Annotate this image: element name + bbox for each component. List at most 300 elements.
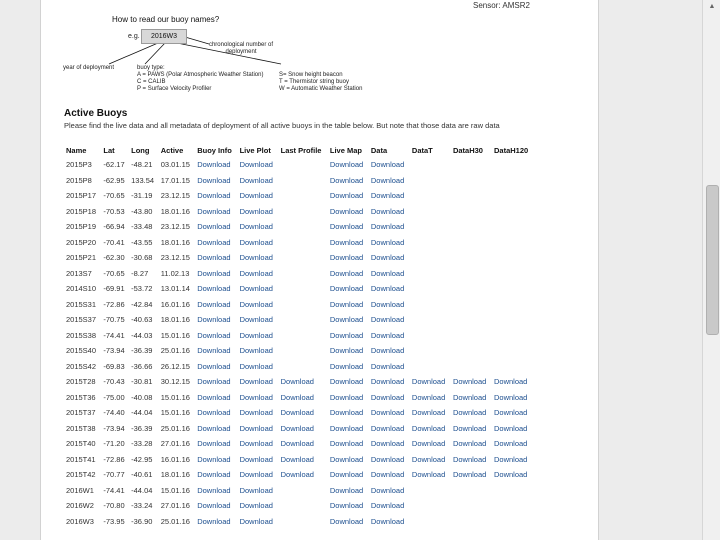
cell-name: 2015T42 bbox=[66, 470, 96, 480]
diagram-example-name: 2016W3 bbox=[141, 29, 187, 44]
data-download-link[interactable]: Download bbox=[370, 299, 405, 309]
buoy-info-download-link[interactable]: Download bbox=[197, 470, 231, 480]
cell-lat: -72.86 bbox=[103, 299, 125, 309]
table-row bbox=[64, 390, 534, 406]
cell-long: -42.95 bbox=[131, 454, 153, 464]
cell-name: 2015P18 bbox=[66, 206, 97, 216]
live-plot-download-link[interactable]: Download bbox=[239, 377, 273, 387]
cell-long: -40.61 bbox=[131, 470, 153, 480]
table-row bbox=[64, 467, 534, 483]
last-profile-download-link bbox=[279, 312, 328, 328]
data-h30-download-link[interactable]: Download bbox=[452, 470, 487, 480]
cell-lat: -70.41 bbox=[103, 237, 125, 247]
live-plot-download-link[interactable]: Download bbox=[239, 454, 273, 464]
last-profile-download-link[interactable]: Download bbox=[280, 423, 314, 433]
buoy-info-download-link[interactable]: Download bbox=[197, 175, 231, 185]
col-header-data-t: DataT bbox=[411, 145, 433, 155]
data-t-download-link[interactable]: Download bbox=[411, 423, 446, 433]
last-profile-download-link bbox=[279, 157, 328, 173]
data-h30-download-link bbox=[451, 312, 492, 328]
last-profile-download-link bbox=[279, 235, 328, 251]
diagram-type-a: A = PAWS (Polar Atmospheric Weather Station) bbox=[137, 72, 264, 78]
cell-active: 17.01.15 bbox=[160, 175, 190, 185]
data-h120-download-link bbox=[492, 483, 534, 499]
last-profile-download-link bbox=[279, 498, 328, 514]
diagram-type-t: T = Thermistor string buoy bbox=[279, 79, 349, 85]
data-h30-download-link bbox=[451, 297, 492, 313]
data-h120-download-link bbox=[492, 173, 534, 189]
table-row bbox=[64, 235, 534, 251]
data-t-download-link bbox=[410, 343, 451, 359]
live-map-download-link[interactable]: Download bbox=[329, 392, 364, 402]
table-row bbox=[64, 343, 534, 359]
data-t-download-link bbox=[410, 266, 451, 282]
live-map-download-link[interactable]: Download bbox=[329, 501, 364, 511]
cell-long: -42.84 bbox=[131, 299, 153, 309]
cell-long: -43.55 bbox=[131, 237, 153, 247]
live-map-download-link[interactable]: Download bbox=[329, 284, 364, 294]
data-h30-download-link[interactable]: Download bbox=[452, 408, 487, 418]
cell-lat: -73.94 bbox=[103, 423, 125, 433]
data-h30-download-link bbox=[451, 157, 492, 173]
live-plot-download-link[interactable]: Download bbox=[239, 206, 273, 216]
cell-lat: -62.17 bbox=[103, 160, 125, 170]
live-map-download-link[interactable]: Download bbox=[329, 175, 364, 185]
data-download-link[interactable]: Download bbox=[370, 501, 405, 511]
data-download-link[interactable]: Download bbox=[370, 175, 405, 185]
cell-active: 25.01.16 bbox=[160, 423, 190, 433]
cell-active: 16.01.16 bbox=[160, 454, 190, 464]
data-h120-download-link[interactable]: Download bbox=[493, 470, 528, 480]
diagram-type-c: C = CALIB bbox=[137, 79, 166, 85]
live-plot-download-link[interactable]: Download bbox=[239, 315, 273, 325]
data-t-download-link bbox=[410, 219, 451, 235]
data-download-link[interactable]: Download bbox=[370, 206, 405, 216]
col-header-live-plot: Live Plot bbox=[239, 145, 271, 155]
buoy-info-download-link[interactable]: Download bbox=[197, 439, 231, 449]
active-buoys-table bbox=[64, 143, 534, 529]
data-h30-download-link bbox=[451, 343, 492, 359]
live-map-download-link[interactable]: Download bbox=[329, 222, 364, 232]
data-h30-download-link bbox=[451, 359, 492, 375]
table-row bbox=[64, 157, 534, 173]
cell-lat: -69.83 bbox=[103, 361, 125, 371]
data-t-download-link bbox=[410, 204, 451, 220]
data-download-link[interactable]: Download bbox=[370, 516, 405, 526]
data-download-link[interactable]: Download bbox=[370, 253, 405, 263]
data-h120-download-link bbox=[492, 297, 534, 313]
data-t-download-link bbox=[410, 297, 451, 313]
data-download-link[interactable]: Download bbox=[370, 237, 405, 247]
data-h120-download-link[interactable]: Download bbox=[493, 377, 528, 387]
live-map-download-link[interactable]: Download bbox=[329, 516, 364, 526]
cell-lat: -70.77 bbox=[103, 470, 125, 480]
data-download-link[interactable]: Download bbox=[370, 408, 405, 418]
data-h30-download-link bbox=[451, 266, 492, 282]
live-map-download-link[interactable]: Download bbox=[329, 454, 364, 464]
data-t-download-link bbox=[410, 498, 451, 514]
data-download-link[interactable]: Download bbox=[370, 160, 405, 170]
cell-name: 2016W2 bbox=[66, 501, 94, 511]
live-plot-download-link[interactable]: Download bbox=[239, 361, 273, 371]
cell-lat: -74.40 bbox=[103, 408, 125, 418]
data-download-link[interactable]: Download bbox=[370, 284, 405, 294]
col-header-name: Name bbox=[66, 145, 87, 155]
cell-long: -36.90 bbox=[131, 516, 153, 526]
table-row bbox=[64, 328, 534, 344]
cell-long: -44.04 bbox=[131, 485, 153, 495]
data-h30-download-link bbox=[451, 250, 492, 266]
table-row bbox=[64, 436, 534, 452]
data-h120-download-link bbox=[492, 266, 534, 282]
data-download-link[interactable]: Download bbox=[370, 377, 405, 387]
live-plot-download-link[interactable]: Download bbox=[239, 346, 273, 356]
data-t-download-link bbox=[410, 173, 451, 189]
cell-long: -33.28 bbox=[131, 439, 153, 449]
col-header-data-h30: DataH30 bbox=[452, 145, 483, 155]
data-t-download-link bbox=[410, 188, 451, 204]
live-map-download-link[interactable]: Download bbox=[329, 315, 364, 325]
col-header-live-map: Live Map bbox=[329, 145, 362, 155]
cell-name: 2015T40 bbox=[66, 439, 96, 449]
cell-active: 11.02.13 bbox=[160, 268, 190, 278]
cell-active: 25.01.16 bbox=[160, 346, 190, 356]
cell-lat: -66.94 bbox=[103, 222, 125, 232]
data-h30-download-link[interactable]: Download bbox=[452, 377, 487, 387]
table-body bbox=[64, 157, 534, 529]
data-h120-download-link bbox=[492, 204, 534, 220]
live-map-download-link[interactable]: Download bbox=[329, 423, 364, 433]
buoy-info-download-link[interactable]: Download bbox=[197, 237, 231, 247]
cell-active: 30.12.15 bbox=[160, 377, 190, 387]
live-map-download-link[interactable]: Download bbox=[329, 330, 364, 340]
last-profile-download-link bbox=[279, 483, 328, 499]
cell-name: 2015T37 bbox=[66, 408, 96, 418]
col-header-last-profile: Last Profile bbox=[280, 145, 322, 155]
col-header-data: Data bbox=[370, 145, 388, 155]
live-map-download-link[interactable]: Download bbox=[329, 299, 364, 309]
col-header-data-h120: DataH120 bbox=[493, 145, 529, 155]
data-download-link[interactable]: Download bbox=[370, 423, 405, 433]
buoy-info-download-link[interactable]: Download bbox=[197, 501, 231, 511]
data-h120-download-link bbox=[492, 514, 534, 530]
data-download-link[interactable]: Download bbox=[370, 361, 405, 371]
data-t-download-link[interactable]: Download bbox=[411, 377, 446, 387]
buoy-info-download-link[interactable]: Download bbox=[197, 315, 231, 325]
buoy-info-download-link[interactable]: Download bbox=[197, 222, 231, 232]
cell-long: -33.48 bbox=[131, 222, 153, 232]
data-download-link[interactable]: Download bbox=[370, 346, 405, 356]
buoy-info-download-link[interactable]: Download bbox=[197, 346, 231, 356]
last-profile-download-link bbox=[279, 204, 328, 220]
data-download-link[interactable]: Download bbox=[370, 330, 405, 340]
live-plot-download-link[interactable]: Download bbox=[239, 268, 273, 278]
cell-name: 2015S40 bbox=[66, 346, 97, 356]
live-map-download-link[interactable]: Download bbox=[329, 408, 364, 418]
data-h120-download-link bbox=[492, 250, 534, 266]
live-plot-download-link[interactable]: Download bbox=[239, 191, 273, 201]
live-plot-download-link[interactable]: Download bbox=[239, 330, 273, 340]
table-row bbox=[64, 297, 534, 313]
live-plot-download-link[interactable]: Download bbox=[239, 253, 273, 263]
data-h30-download-link[interactable]: Download bbox=[452, 454, 487, 464]
live-plot-download-link[interactable]: Download bbox=[239, 470, 273, 480]
cell-name: 2015P21 bbox=[66, 253, 97, 263]
buoy-info-download-link[interactable]: Download bbox=[197, 408, 231, 418]
data-t-download-link[interactable]: Download bbox=[411, 454, 446, 464]
buoy-info-download-link[interactable]: Download bbox=[197, 392, 231, 402]
table-row bbox=[64, 266, 534, 282]
cell-active: 18.01.16 bbox=[160, 237, 190, 247]
table-row bbox=[64, 281, 534, 297]
last-profile-download-link bbox=[279, 297, 328, 313]
live-plot-download-link[interactable]: Download bbox=[239, 222, 273, 232]
table-row bbox=[64, 312, 534, 328]
table-row bbox=[64, 173, 534, 189]
data-h30-download-link bbox=[451, 219, 492, 235]
cell-lat: -70.43 bbox=[103, 377, 125, 387]
diagram-type-s: S= Snow height beacon bbox=[279, 72, 343, 78]
cell-active: 27.01.16 bbox=[160, 501, 190, 511]
buoy-info-download-link[interactable]: Download bbox=[197, 206, 231, 216]
cell-lat: -74.41 bbox=[103, 485, 125, 495]
buoy-info-download-link[interactable]: Download bbox=[197, 191, 231, 201]
data-h30-download-link bbox=[451, 188, 492, 204]
buoy-info-download-link[interactable]: Download bbox=[197, 377, 231, 387]
live-map-download-link[interactable]: Download bbox=[329, 470, 364, 480]
data-t-download-link bbox=[410, 250, 451, 266]
buoy-info-download-link[interactable]: Download bbox=[197, 253, 231, 263]
cell-active: 18.01.16 bbox=[160, 206, 190, 216]
cell-name: 2016W1 bbox=[66, 485, 94, 495]
live-plot-download-link[interactable]: Download bbox=[239, 160, 273, 170]
live-map-download-link[interactable]: Download bbox=[329, 237, 364, 247]
data-h120-download-link bbox=[492, 328, 534, 344]
cell-long: -8.27 bbox=[131, 268, 149, 278]
buoy-info-download-link[interactable]: Download bbox=[197, 160, 231, 170]
data-download-link[interactable]: Download bbox=[370, 222, 405, 232]
scroll-up-arrow-icon[interactable]: ▲ bbox=[708, 3, 716, 10]
data-h30-download-link bbox=[451, 235, 492, 251]
last-profile-download-link bbox=[279, 219, 328, 235]
last-profile-download-link[interactable]: Download bbox=[280, 392, 314, 402]
live-map-download-link[interactable]: Download bbox=[329, 439, 364, 449]
buoy-info-download-link[interactable]: Download bbox=[197, 268, 231, 278]
live-map-download-link[interactable]: Download bbox=[329, 160, 364, 170]
live-plot-download-link[interactable]: Download bbox=[239, 408, 273, 418]
last-profile-download-link bbox=[279, 281, 328, 297]
data-t-download-link[interactable]: Download bbox=[411, 439, 446, 449]
last-profile-download-link[interactable]: Download bbox=[280, 377, 314, 387]
live-map-download-link[interactable]: Download bbox=[329, 485, 364, 495]
data-download-link[interactable]: Download bbox=[370, 392, 405, 402]
cell-name: 2015P3 bbox=[66, 160, 92, 170]
data-h120-download-link[interactable]: Download bbox=[493, 423, 528, 433]
live-plot-download-link[interactable]: Download bbox=[239, 299, 273, 309]
diagram-eg: e.g. bbox=[128, 33, 140, 40]
cell-lat: -71.20 bbox=[103, 439, 125, 449]
cell-name: 2015T28 bbox=[66, 377, 96, 387]
cell-long: -30.81 bbox=[131, 377, 153, 387]
cell-name: 2014S10 bbox=[66, 284, 97, 294]
data-h120-download-link[interactable]: Download bbox=[493, 439, 528, 449]
col-header-long: Long bbox=[131, 145, 150, 155]
cell-name: 2015S42 bbox=[66, 361, 97, 371]
data-h30-download-link bbox=[451, 281, 492, 297]
cell-long: -48.21 bbox=[131, 160, 153, 170]
live-plot-download-link[interactable]: Download bbox=[239, 439, 273, 449]
cell-active: 25.01.16 bbox=[160, 516, 190, 526]
data-h120-download-link[interactable]: Download bbox=[493, 454, 528, 464]
cell-active: 26.12.15 bbox=[160, 361, 190, 371]
cell-active: 18.01.16 bbox=[160, 470, 190, 480]
last-profile-download-link bbox=[279, 343, 328, 359]
data-h30-download-link bbox=[451, 204, 492, 220]
cell-lat: -69.91 bbox=[103, 284, 125, 294]
table-row bbox=[64, 405, 534, 421]
cell-long: -40.08 bbox=[131, 392, 153, 402]
table-row bbox=[64, 219, 534, 235]
cell-name: 2015P19 bbox=[66, 222, 97, 232]
data-download-link[interactable]: Download bbox=[370, 315, 405, 325]
diagram-year-label: year of deployment bbox=[63, 65, 115, 71]
data-download-link[interactable]: Download bbox=[370, 470, 405, 480]
buoy-info-download-link[interactable]: Download bbox=[197, 330, 231, 340]
col-header-lat: Lat bbox=[103, 145, 115, 155]
live-plot-download-link[interactable]: Download bbox=[239, 392, 273, 402]
vertical-scrollbar[interactable] bbox=[702, 0, 720, 540]
cell-lat: -70.65 bbox=[103, 268, 125, 278]
last-profile-download-link[interactable]: Download bbox=[280, 454, 314, 464]
cell-long: -36.39 bbox=[131, 423, 153, 433]
data-t-download-link bbox=[410, 483, 451, 499]
buoy-info-download-link[interactable]: Download bbox=[197, 454, 231, 464]
data-download-link[interactable]: Download bbox=[370, 454, 405, 464]
cell-name: 2015S38 bbox=[66, 330, 97, 340]
cell-long: -30.68 bbox=[131, 253, 153, 263]
data-download-link[interactable]: Download bbox=[370, 268, 405, 278]
diagram-type-heading: buoy type: bbox=[137, 65, 165, 71]
data-download-link[interactable]: Download bbox=[370, 439, 405, 449]
cell-name: 2015T36 bbox=[66, 392, 96, 402]
cell-name: 2015S37 bbox=[66, 315, 97, 325]
data-t-download-link bbox=[410, 281, 451, 297]
live-map-download-link[interactable]: Download bbox=[329, 346, 364, 356]
data-h120-download-link[interactable]: Download bbox=[493, 392, 528, 402]
data-t-download-link bbox=[410, 157, 451, 173]
data-h30-download-link[interactable]: Download bbox=[452, 392, 487, 402]
data-t-download-link[interactable]: Download bbox=[411, 470, 446, 480]
buoy-info-download-link[interactable]: Download bbox=[197, 299, 231, 309]
data-download-link[interactable]: Download bbox=[370, 485, 405, 495]
data-h120-download-link bbox=[492, 359, 534, 375]
data-h30-download-link bbox=[451, 483, 492, 499]
last-profile-download-link[interactable]: Download bbox=[280, 439, 314, 449]
data-download-link[interactable]: Download bbox=[370, 191, 405, 201]
col-header-buoy-info: Buoy Info bbox=[197, 145, 232, 155]
data-h120-download-link bbox=[492, 343, 534, 359]
section-title: Active Buoys bbox=[64, 108, 128, 119]
cell-active: 23.12.15 bbox=[160, 191, 190, 201]
cell-name: 2015P8 bbox=[66, 175, 92, 185]
cell-name: 2015P20 bbox=[66, 237, 97, 247]
cell-active: 15.01.16 bbox=[160, 330, 190, 340]
scrollbar-thumb[interactable] bbox=[706, 185, 719, 335]
live-plot-download-link[interactable]: Download bbox=[239, 237, 273, 247]
live-plot-download-link[interactable]: Download bbox=[239, 284, 273, 294]
data-t-download-link bbox=[410, 514, 451, 530]
data-t-download-link[interactable]: Download bbox=[411, 408, 446, 418]
live-map-download-link[interactable]: Download bbox=[329, 253, 364, 263]
cell-lat: -70.65 bbox=[103, 191, 125, 201]
cell-active: 27.01.16 bbox=[160, 439, 190, 449]
data-t-download-link[interactable]: Download bbox=[411, 392, 446, 402]
data-t-download-link bbox=[410, 359, 451, 375]
cell-name: 2015T41 bbox=[66, 454, 96, 464]
data-h30-download-link bbox=[451, 328, 492, 344]
live-map-download-link[interactable]: Download bbox=[329, 361, 364, 371]
col-header-active: Active bbox=[160, 145, 184, 155]
cell-lat: -70.80 bbox=[103, 501, 125, 511]
data-h120-download-link[interactable]: Download bbox=[493, 408, 528, 418]
live-plot-download-link[interactable]: Download bbox=[239, 501, 273, 511]
last-profile-download-link bbox=[279, 328, 328, 344]
cell-lat: -75.00 bbox=[103, 392, 125, 402]
data-t-download-link bbox=[410, 328, 451, 344]
table-row bbox=[64, 204, 534, 220]
table-row bbox=[64, 483, 534, 499]
live-map-download-link[interactable]: Download bbox=[329, 268, 364, 278]
live-map-download-link[interactable]: Download bbox=[329, 191, 364, 201]
diagram-type-p: P = Surface Velocity Profiler bbox=[137, 86, 212, 92]
data-t-download-link bbox=[410, 235, 451, 251]
data-h30-download-link[interactable]: Download bbox=[452, 423, 487, 433]
live-plot-download-link[interactable]: Download bbox=[239, 485, 273, 495]
cell-active: 23.12.15 bbox=[160, 222, 190, 232]
buoy-info-download-link[interactable]: Download bbox=[197, 284, 231, 294]
data-h30-download-link[interactable]: Download bbox=[452, 439, 487, 449]
data-h120-download-link bbox=[492, 157, 534, 173]
buoy-info-download-link[interactable]: Download bbox=[197, 423, 231, 433]
cell-lat: -74.41 bbox=[103, 330, 125, 340]
cell-lat: -70.53 bbox=[103, 206, 125, 216]
live-map-download-link[interactable]: Download bbox=[329, 377, 364, 387]
table-row bbox=[64, 421, 534, 437]
live-map-download-link[interactable]: Download bbox=[329, 206, 364, 216]
buoy-info-download-link[interactable]: Download bbox=[197, 485, 231, 495]
last-profile-download-link[interactable]: Download bbox=[280, 408, 314, 418]
live-plot-download-link[interactable]: Download bbox=[239, 175, 273, 185]
buoy-info-download-link[interactable]: Download bbox=[197, 361, 231, 371]
cell-lat: -73.95 bbox=[103, 516, 125, 526]
cell-active: 16.01.16 bbox=[160, 299, 190, 309]
cell-lat: -72.86 bbox=[103, 454, 125, 464]
buoy-info-download-link[interactable]: Download bbox=[197, 516, 231, 526]
data-h120-download-link bbox=[492, 498, 534, 514]
data-h30-download-link bbox=[451, 514, 492, 530]
live-plot-download-link[interactable]: Download bbox=[239, 516, 273, 526]
table-row bbox=[64, 498, 534, 514]
live-plot-download-link[interactable]: Download bbox=[239, 423, 273, 433]
data-h120-download-link bbox=[492, 312, 534, 328]
cell-name: 2015P17 bbox=[66, 191, 97, 201]
last-profile-download-link[interactable]: Download bbox=[280, 470, 314, 480]
data-h30-download-link bbox=[451, 498, 492, 514]
cell-name: 2015S31 bbox=[66, 299, 97, 309]
data-t-download-link bbox=[410, 312, 451, 328]
cell-long: -43.80 bbox=[131, 206, 153, 216]
diagram-type-w: W = Automatic Weather Station bbox=[279, 86, 363, 92]
